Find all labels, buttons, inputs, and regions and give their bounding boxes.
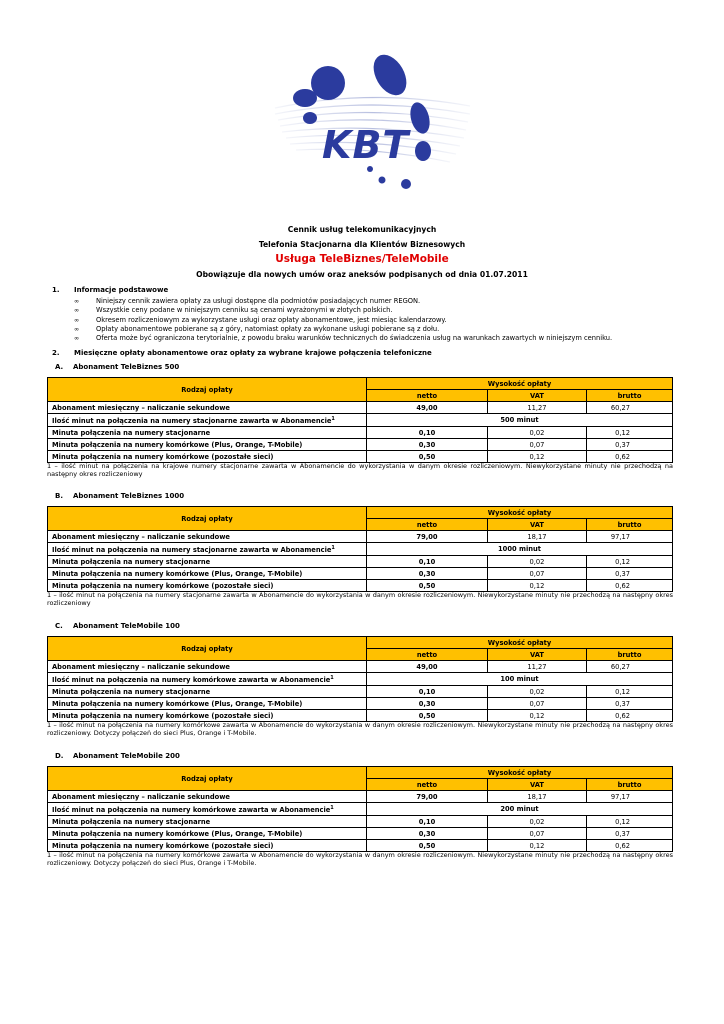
bullet-icon: ∞ [74, 325, 80, 333]
footnote: 1 – ilość minut na połączenia na numery stacjonarne zawarta w Abonamencie do wykorzystania w danym okresie rozliczeniowym. Niewykorzystane minuty nie przechodzą na następny okres rozliczeniowy [47, 591, 673, 608]
price-table [47, 636, 673, 722]
table-row [48, 828, 673, 840]
cell-vat: 0,02 [488, 427, 587, 439]
cell-vat: 18,17 [488, 531, 587, 543]
row-label: Ilość minut na połączenia na numery stacjonarne zawarta w Abonamencie$^1$ [48, 543, 367, 556]
cell-netto: 0,50 [367, 451, 488, 463]
cell-netto: 0,30 [367, 568, 488, 580]
list-item: ∞ Oferta może być ograniczona terytorialnie, z powodu braku warunków technicznych do świadczenia usług na warunkach zawartych w niniejszym cenniku. [74, 334, 613, 343]
section2-heading [52, 349, 432, 357]
page-title: Usługa TeleBiznes/TeleMobile [275, 253, 449, 265]
section1-heading [52, 286, 168, 294]
cell-brutto: 60,27 [587, 402, 673, 414]
cell-vat: 11,27 [488, 402, 587, 414]
cell-netto: 79,00 [367, 531, 488, 543]
footnote-marker: 1 [331, 416, 335, 422]
row-label: Minuta połączenia na numery komórkowe (Plus, Orange, T-Mobile) [48, 828, 367, 840]
subsection-letter: B. [55, 492, 63, 500]
cell-netto: 0,50 [367, 840, 488, 852]
cell-brutto: 0,12 [587, 686, 673, 698]
section1-title: Informacje podstawowe [74, 286, 169, 294]
row-label: Minuta połączenia na numery stacjonarne [48, 427, 367, 439]
cell-vat: 0,02 [488, 556, 587, 568]
row-label: Abonament miesięczny – naliczanie sekundowe [48, 661, 367, 673]
subsection-title: Abonament TeleMobile 200 [73, 752, 180, 760]
row-label: Ilość minut na połączenia na numery komórkowe zawarta w Abonamencie$^1$ [48, 803, 367, 816]
row-label: Abonament miesięczny – naliczanie sekundowe [48, 531, 367, 543]
logo-dots [293, 49, 433, 189]
cell-brutto: 97,17 [587, 531, 673, 543]
cell-brutto: 60,27 [587, 661, 673, 673]
price-table [47, 377, 673, 463]
cell-vat: 0,12 [488, 451, 587, 463]
header-vat: VAT [488, 519, 587, 531]
footnote: 1 – ilość minut na połączenia na numery komórkowe zawarta w Abonamencie do wykorzystania w danym okresie rozliczeniowym. Niewykorzystane minuty nie przechodzą na następny okres rozliczeniowy. Dotyczy połączeń do sieci Plus, Orange i T-Mobile. [47, 851, 673, 868]
header-wysokosc: Wysokość opłaty [367, 378, 673, 390]
row-label: Ilość minut na połączenia na numery stacjonarne zawarta w Abonamencie$^1$ [48, 414, 367, 427]
header-wysokosc: Wysokość opłaty [367, 767, 673, 779]
cell-brutto: 0,62 [587, 710, 673, 722]
subsection-title: Abonament TeleMobile 100 [73, 622, 180, 630]
cell-netto: 0,50 [367, 580, 488, 592]
section1-number: 1. [52, 286, 60, 294]
table-header-row [48, 637, 673, 649]
table-row [48, 673, 673, 686]
cell-vat: 0,07 [488, 828, 587, 840]
row-label: Minuta połączenia na numery komórkowe (Plus, Orange, T-Mobile) [48, 439, 367, 451]
list-item: ∞ Okresem rozliczeniowym za wykorzystane usługi oraz opłaty abonamentowe, jest miesiąc kalendarzowy. [74, 315, 447, 324]
header-brutto: brutto [587, 519, 673, 531]
cell-minutes: 1000 minut [367, 543, 673, 556]
kbt-logo [270, 48, 475, 208]
cell-vat: 0,12 [488, 840, 587, 852]
header-vat: VAT [488, 779, 587, 791]
cell-netto: 0,10 [367, 556, 488, 568]
header-vat: VAT [488, 649, 587, 661]
cell-brutto: 0,62 [587, 580, 673, 592]
cell-netto: 0,50 [367, 710, 488, 722]
cell-vat: 0,07 [488, 439, 587, 451]
cell-netto: 79,00 [367, 791, 488, 803]
cell-vat: 0,12 [488, 580, 587, 592]
row-label: Ilość minut na połączenia na numery komórkowe zawarta w Abonamencie$^1$ [48, 673, 367, 686]
cell-brutto: 0,12 [587, 556, 673, 568]
subsection-title: Abonament TeleBiznes 1000 [73, 492, 185, 500]
table-row [48, 661, 673, 673]
header-rodzaj: Rodzaj opłaty [48, 507, 367, 531]
bullet-icon: ∞ [74, 316, 80, 324]
cell-vat: 0,12 [488, 710, 587, 722]
table-row [48, 803, 673, 816]
cell-minutes: 200 minut [367, 803, 673, 816]
cell-vat: 0,07 [488, 698, 587, 710]
row-label: Minuta połączenia na numery stacjonarne [48, 556, 367, 568]
cell-netto: 0,30 [367, 828, 488, 840]
list-item: ∞ Niniejszy cennik zawiera opłaty za usługi dostępne dla podmiotów posiadających numer REGON. [74, 297, 421, 305]
footnote-marker: 1 [330, 805, 334, 811]
header-netto: netto [367, 519, 488, 531]
cell-netto: 0,10 [367, 427, 488, 439]
cell-brutto: 97,17 [587, 791, 673, 803]
subsection-letter: D. [55, 752, 64, 760]
table-header-row [48, 507, 673, 519]
header-rodzaj: Rodzaj opłaty [48, 378, 367, 402]
cell-netto: 0,30 [367, 439, 488, 451]
row-label: Minuta połączenia na numery komórkowe (pozostałe sieci) [48, 710, 367, 722]
cell-brutto: 0,37 [587, 568, 673, 580]
header-netto: netto [367, 649, 488, 661]
subsection-title: Abonament TeleBiznes 500 [73, 363, 180, 371]
table-row [48, 791, 673, 803]
table-row [48, 427, 673, 439]
subsection-heading [55, 622, 180, 630]
cell-brutto: 0,12 [587, 816, 673, 828]
bullet-icon: ∞ [74, 307, 80, 315]
cell-netto: 0,10 [367, 816, 488, 828]
table-row [48, 580, 673, 592]
cell-brutto: 0,12 [587, 427, 673, 439]
subsection-heading [55, 363, 179, 371]
header-rodzaj: Rodzaj opłaty [48, 637, 367, 661]
row-label: Minuta połączenia na numery komórkowe (pozostałe sieci) [48, 580, 367, 592]
footnote: 1 – ilość minut na połączenia na numery komórkowe zawarta w Abonamencie do wykorzystania w danym okresie rozliczeniowym. Niewykorzystane minuty nie przechodzą na następny okres rozliczeniowy. Dotyczy połączeń do sieci Plus, Orange i T-Mobile. [47, 721, 673, 738]
table-row [48, 816, 673, 828]
header-wysokosc: Wysokość opłaty [367, 637, 673, 649]
table-row [48, 840, 673, 852]
subsection-heading [55, 752, 180, 760]
header-brutto: brutto [587, 390, 673, 402]
cell-vat: 0,07 [488, 568, 587, 580]
header-netto: netto [367, 390, 488, 402]
table-row [48, 710, 673, 722]
header-line1: Cennik usług telekomunikacyjnych [287, 225, 437, 234]
header-vat: VAT [488, 390, 587, 402]
row-label: Minuta połączenia na numery komórkowe (Plus, Orange, T-Mobile) [48, 698, 367, 710]
footnote: 1 – ilość minut na połączenia na krajowe numery stacjonarne zawarta w Abonamencie do wykorzystania w danym okresie rozliczeniowym. Niewykorzystane minuty nie przechodzą na następny okres rozliczeniowy [47, 462, 673, 479]
header-brutto: brutto [587, 779, 673, 791]
subsection-letter: A. [55, 363, 64, 371]
row-label: Abonament miesięczny – naliczanie sekundowe [48, 402, 367, 414]
row-label: Minuta połączenia na numery stacjonarne [48, 816, 367, 828]
row-label: Minuta połączenia na numery komórkowe (Plus, Orange, T-Mobile) [48, 568, 367, 580]
header-line2: Telefonia Stacjonarna dla Klientów Biznesowych [258, 240, 466, 249]
cell-brutto: 0,37 [587, 439, 673, 451]
header-wysokosc: Wysokość opłaty [367, 507, 673, 519]
price-table [47, 766, 673, 852]
cell-vat: 11,27 [488, 661, 587, 673]
table-row [48, 568, 673, 580]
cell-vat: 18,17 [488, 791, 587, 803]
logo-text: KBT [322, 123, 410, 167]
table-row [48, 451, 673, 463]
cell-netto: 49,00 [367, 402, 488, 414]
info-list [74, 297, 612, 343]
bullet-icon: ∞ [74, 335, 80, 343]
subsection-letter: C. [55, 622, 63, 630]
table-row [48, 698, 673, 710]
header-brutto: brutto [587, 649, 673, 661]
row-label: Minuta połączenia na numery stacjonarne [48, 686, 367, 698]
cell-netto: 0,30 [367, 698, 488, 710]
cell-minutes: 500 minut [367, 414, 673, 427]
effective-date: Obowiązuje dla nowych umów oraz aneksów podpisanych od dnia 01.07.2011 [196, 270, 528, 279]
row-label: Abonament miesięczny – naliczanie sekundowe [48, 791, 367, 803]
cell-vat: 0,02 [488, 816, 587, 828]
list-item: ∞ Wszystkie ceny podane w niniejszym cenniku są cenami wyrażonymi w złotych polskich. [74, 306, 393, 315]
cell-minutes: 100 minut [367, 673, 673, 686]
cell-netto: 0,10 [367, 686, 488, 698]
row-label: Minuta połączenia na numery komórkowe (pozostałe sieci) [48, 840, 367, 852]
section2-number: 2. [52, 349, 60, 357]
list-item: ∞ Opłaty abonamentowe pobierane są z góry, natomiast opłaty za wykonane usługi pobierane są z dołu. [74, 324, 440, 333]
footnote-marker: 1 [330, 675, 334, 681]
header-netto: netto [367, 779, 488, 791]
subsection-heading [55, 492, 184, 500]
cell-brutto: 0,62 [587, 840, 673, 852]
cell-netto: 49,00 [367, 661, 488, 673]
cell-brutto: 0,37 [587, 698, 673, 710]
table-header-row [48, 378, 673, 390]
price-table [47, 506, 673, 592]
table-header-row [48, 767, 673, 779]
cell-vat: 0,02 [488, 686, 587, 698]
table-row [48, 439, 673, 451]
cell-brutto: 0,62 [587, 451, 673, 463]
row-label: Minuta połączenia na numery komórkowe (pozostałe sieci) [48, 451, 367, 463]
cell-brutto: 0,37 [587, 828, 673, 840]
table-row [48, 402, 673, 414]
table-row [48, 414, 673, 427]
section2-title: Miesięczne opłaty abonamentowe oraz opłaty za wybrane krajowe połączenia telefoniczne [74, 349, 432, 357]
footnote-marker: 1 [331, 545, 335, 551]
table-row [48, 556, 673, 568]
bullet-icon: ∞ [74, 298, 80, 305]
table-row [48, 686, 673, 698]
table-row [48, 531, 673, 543]
table-row [48, 543, 673, 556]
header-rodzaj: Rodzaj opłaty [48, 767, 367, 791]
